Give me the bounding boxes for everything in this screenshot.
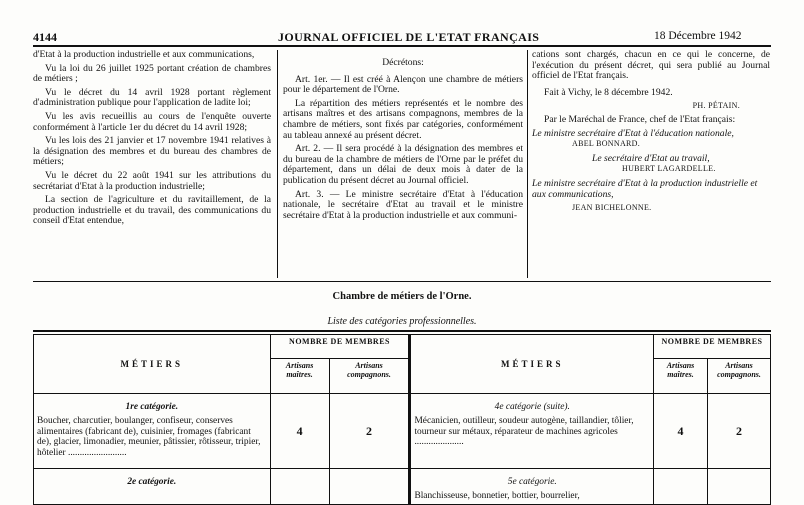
- compagnons-count: 2: [707, 394, 770, 469]
- trade-cell: [34, 394, 271, 469]
- column-header-nombre: NOMBRE DE MEMBRES: [654, 335, 771, 359]
- signature: HUBERT LAGARDELLE.: [622, 164, 716, 174]
- article-paragraph: Art. 2. — Il sera procédé à la désignation des membres et du bureau de la chambre de métiers de l'Orne par le préfet du département, dans un délai de deux mois à dater de la publication du présent décret au Journal officiel.: [283, 143, 523, 186]
- left-column: [33, 50, 271, 230]
- column-header-metiers: MÉTIERS: [410, 335, 654, 394]
- middle-column: [283, 58, 523, 224]
- column-divider: [527, 50, 528, 278]
- article-paragraph: Art. 1er. — Il est créé à Alençon une chambre de métiers pour le département de l'Orne.: [283, 73, 523, 96]
- header-rule: [33, 45, 771, 47]
- paragraph: cations sont chargés, chacun en ce qui le concerne, de l'exécution du présent décret, qui sera publié au Journal officiel de l'Etat français.: [532, 49, 770, 82]
- paragraph: Vu le décret du 22 août 1941 sur les attributions du secrétariat d'Etat à la production industrielle;: [33, 169, 271, 192]
- annex-title: Chambre de métiers de l'Orne.: [332, 291, 472, 302]
- table-top-rule: [33, 330, 771, 332]
- column-header-compagnons: Artisans compagnons.: [329, 358, 410, 393]
- signature: ABEL BONNARD.: [572, 139, 641, 149]
- minister-title: Le ministre secrétaire d'Etat à l'éducation nationale,: [532, 127, 734, 139]
- decretons-heading: Décrétons:: [382, 57, 424, 68]
- compagnons-count: 2: [329, 394, 410, 469]
- maitres-count: [270, 469, 329, 505]
- category-title: 2e catégorie.: [127, 477, 177, 487]
- table-row: [34, 469, 771, 505]
- article-paragraph: La répartition des métiers représentés et le nombre des artisans maîtres et des artisans compagnons, membres de la chambre de métiers, sont fixés par catégories, conformément au tableau annexé au présent décret.: [283, 97, 523, 141]
- category-title: 5e catégorie.: [507, 477, 557, 487]
- trade-list: Boucher, charcutier, boulanger, confiseur, conserves alimentaires (fabricant de), cuisinier, fromages (fabricant de), glacier, limonadier, meunier, pâtissier, rôtisseur, tripier, hôtelier .........................: [37, 416, 261, 458]
- trade-cell: [410, 469, 654, 505]
- paragraph: Vu le décret du 14 avril 1928 portant règlement d'administration publique pour l'application de ladite loi;: [33, 86, 271, 109]
- column-header-maitres: Artisans maîtres.: [270, 358, 329, 393]
- column-header-compagnons: Artisans compagnons.: [707, 358, 770, 393]
- paragraph: Vu les lois des 21 janvier et 17 novembre 1941 relatives à la désignation des membres et du bureau des chambres de métiers;: [33, 135, 271, 168]
- paragraph: Vu la loi du 26 juillet 1925 portant création de chambres de métiers ;: [33, 62, 271, 85]
- journal-title: JOURNAL OFFICIEL DE L'ETAT FRANÇAIS: [278, 30, 540, 44]
- trade-list: Blanchisseuse, bonnetier, bottier, bourrelier,: [414, 491, 580, 502]
- trade-cell: [34, 469, 271, 505]
- signature: PH. PÉTAIN.: [692, 101, 740, 111]
- category-title: 4e catégorie (suite).: [494, 402, 570, 412]
- par-le-marechal: Par le Maréchal de France, chef de l'Etat français:: [544, 113, 736, 125]
- category-title: 1re catégorie.: [125, 402, 179, 412]
- column-header-nombre: NOMBRE DE MEMBRES: [270, 335, 410, 359]
- signature: JEAN BICHELONNE.: [572, 203, 652, 213]
- column-divider: [277, 50, 278, 278]
- table-row: [34, 394, 771, 469]
- paragraph: La section de l'agriculture et du ravitaillement, de la production industrielle et du travail, des communications du conseil d'Etat entendue,: [33, 194, 271, 227]
- article-paragraph: Art. 3. — Le ministre secrétaire d'Etat à l'éducation nationale, le secrétaire d'Etat au travail et le ministre secrétaire d'Etat à la production industrielle et aux communi-: [283, 188, 523, 221]
- maitres-count: [654, 469, 708, 505]
- trade-list: Mécanicien, outilleur, soudeur autogène, taillandier, tôlier, tourneur sur métaux, réparateur de machines agricoles .....................: [414, 416, 634, 448]
- compagnons-count: [329, 469, 410, 505]
- issue-date: 18 Décembre 1942: [654, 30, 742, 42]
- table-header-row: [34, 335, 771, 359]
- maitres-count: 4: [654, 394, 708, 469]
- right-column: [532, 50, 770, 217]
- section-rule: [33, 281, 771, 282]
- categories-table: [33, 334, 771, 505]
- annex-subtitle: Liste des catégories professionnelles.: [327, 316, 477, 327]
- minister-title: Le secrétaire d'Etat au travail,: [592, 152, 710, 164]
- paragraph: d'Etat à la production industrielle et aux communications,: [33, 49, 255, 60]
- column-header-metiers: MÉTIERS: [34, 335, 271, 394]
- compagnons-count: [707, 469, 770, 505]
- page-number: 4144: [33, 30, 57, 44]
- done-at: Fait à Vichy, le 8 décembre 1942.: [544, 86, 673, 98]
- column-header-maitres: Artisans maîtres.: [654, 358, 708, 393]
- paragraph: Vu les avis recueillis au cours de l'enquête ouverte conformément à l'article 1er du décret du 14 avril 1928;: [33, 110, 271, 133]
- minister-title: Le ministre secrétaire d'Etat à la production industrielle et aux communications,: [532, 177, 758, 200]
- trade-cell: [410, 394, 654, 469]
- maitres-count: 4: [270, 394, 329, 469]
